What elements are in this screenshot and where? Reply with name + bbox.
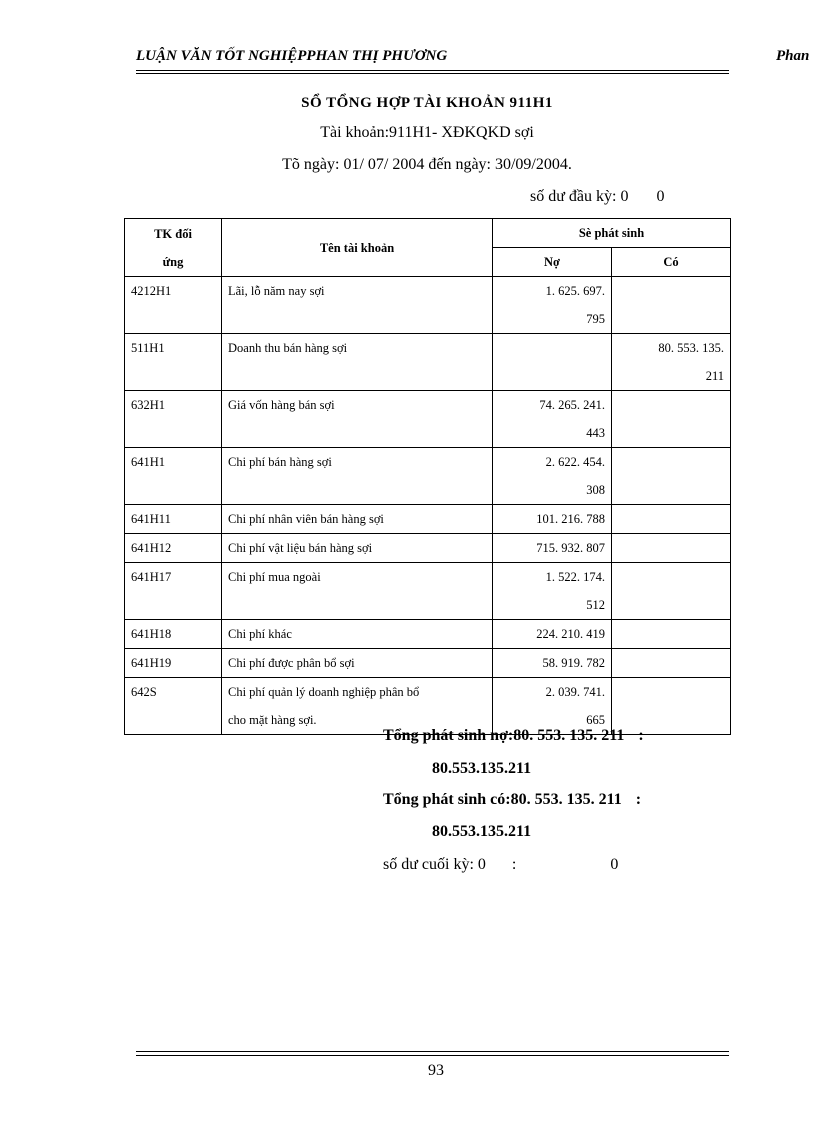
closing-balance — [383, 856, 618, 874]
row-debit: 2. 622. 454. 308 — [493, 448, 612, 505]
table-row — [125, 649, 731, 678]
row-debit: 101. 216. 788 — [493, 505, 612, 534]
row-credit — [612, 448, 731, 505]
total-debit-colon: : — [638, 727, 644, 744]
header-credit: Có — [612, 248, 731, 277]
header-account-line2: ứng — [162, 254, 184, 269]
closing-balance-value: 0 — [610, 856, 619, 873]
row-account: 642S — [125, 678, 222, 735]
row-debit: 1. 625. 697. 795 — [493, 277, 612, 334]
ledger-table — [124, 218, 731, 735]
row-credit — [612, 534, 731, 563]
row-credit — [612, 563, 731, 620]
row-account: 4212H1 — [125, 277, 222, 334]
row-credit — [612, 391, 731, 448]
row-name: Chi phí quản lý doanh nghiệp phân bổ cho mặt hàng sợi. — [222, 678, 493, 735]
table-row — [125, 505, 731, 534]
row-name: Chi phí mua ngoài — [222, 563, 493, 620]
row-debit: 715. 932. 807 — [493, 534, 612, 563]
opening-balance — [530, 188, 664, 206]
row-account: 641H11 — [125, 505, 222, 534]
header-account — [125, 219, 222, 277]
header-rule-double — [136, 73, 729, 74]
row-credit — [612, 277, 731, 334]
row-name: Chi phí bán hàng sợi — [222, 448, 493, 505]
table-row — [125, 534, 731, 563]
page-header — [136, 48, 816, 70]
total-debit-label: Tổng phát sinh nợ:80. 553. 135. 211 — [383, 727, 625, 744]
row-name: Chi phí vật liệu bán hàng sợi — [222, 534, 493, 563]
table-row — [125, 448, 731, 505]
row-credit — [612, 678, 731, 735]
total-credit-label: Tổng phát sinh có:80. 553. 135. 211 — [383, 791, 622, 808]
row-debit — [493, 334, 612, 391]
row-account: 641H17 — [125, 563, 222, 620]
row-account: 511H1 — [125, 334, 222, 391]
row-credit — [612, 620, 731, 649]
table-row — [125, 334, 731, 391]
row-name: Chi phí nhân viên bán hàng sợi — [222, 505, 493, 534]
row-debit: 58. 919. 782 — [493, 649, 612, 678]
row-name: Chi phí được phân bổ sợi — [222, 649, 493, 678]
header-rule — [136, 70, 729, 71]
table-row — [125, 620, 731, 649]
closing-balance-label: số dư cuối kỳ: 0 — [383, 856, 486, 873]
table-row — [125, 277, 731, 334]
row-name: Chi phí khác — [222, 620, 493, 649]
row-debit: 1. 522. 174. 512 — [493, 563, 612, 620]
header-account-name: Tên tài khoản — [222, 219, 493, 277]
total-debit — [383, 727, 644, 745]
total-credit-colon: : — [635, 791, 642, 808]
total-debit-value: 80.553.135.211 — [432, 760, 532, 777]
row-name: Lãi, lỗ năm nay sợi — [222, 277, 493, 334]
header-thesis-title: LUẬN VĂN TỐT NGHIỆPPHAN THỊ PHƯƠNG — [136, 48, 448, 64]
row-debit: 2. 039. 741. 665 — [493, 678, 612, 735]
footer-rule — [136, 1051, 729, 1052]
row-credit — [612, 505, 731, 534]
ledger-title: SỔ TỔNG HỢP TÀI KHOẢN 911H1 — [301, 95, 553, 111]
page-number: 93 — [428, 1062, 444, 1079]
footer-rule-double — [136, 1055, 729, 1056]
closing-balance-colon: : — [511, 856, 517, 873]
row-account: 641H12 — [125, 534, 222, 563]
total-credit — [383, 791, 641, 809]
date-range: Tõ ngày: 01/ 07/ 2004 đến ngày: 30/09/2004. — [282, 156, 572, 173]
header-author: Phan — [776, 48, 810, 64]
header-debit: Nợ — [493, 248, 612, 277]
table-row — [125, 391, 731, 448]
header-movement: Sè phát sinh — [493, 219, 731, 248]
header-account-line1: TK đối — [154, 226, 192, 241]
row-credit: 80. 553. 135. 211 — [612, 334, 731, 391]
row-name: Giá vốn hàng bán sợi — [222, 391, 493, 448]
row-account: 641H19 — [125, 649, 222, 678]
row-name: Doanh thu bán hàng sợi — [222, 334, 493, 391]
opening-balance-value: 0 — [656, 188, 665, 205]
opening-balance-label: số dư đầu kỳ: 0 — [530, 188, 629, 205]
row-credit — [612, 649, 731, 678]
row-account: 641H18 — [125, 620, 222, 649]
table-row — [125, 678, 731, 735]
account-subtitle: Tài khoản:911H1- XĐKQKD sợi — [320, 124, 534, 141]
total-credit-value: 80.553.135.211 — [432, 823, 532, 840]
row-debit: 74. 265. 241. 443 — [493, 391, 612, 448]
table-row — [125, 563, 731, 620]
row-debit: 224. 210. 419 — [493, 620, 612, 649]
row-account: 632H1 — [125, 391, 222, 448]
row-account: 641H1 — [125, 448, 222, 505]
